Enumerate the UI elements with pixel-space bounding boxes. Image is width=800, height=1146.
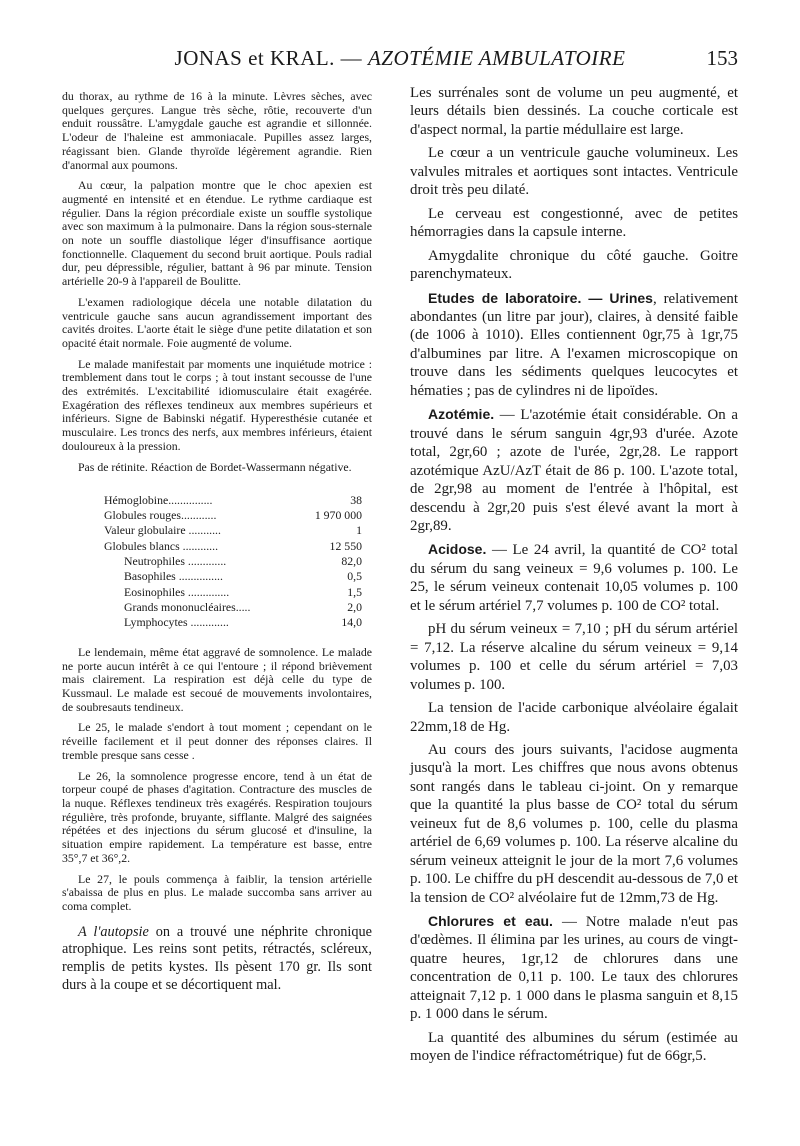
table-row — [104, 523, 362, 538]
blood-count-table — [104, 492, 362, 630]
table-row — [104, 584, 362, 599]
running-title-authors: JONAS et KRAL. — — [174, 46, 368, 70]
section-heading-laboratoire: Etudes de laboratoire. — Urines — [428, 289, 653, 306]
laboratoire-text: , relativement abondantes (un litre par jour), claires, à densité faible (de 1006 à 1010). Elles contiennent 0gr,75 à 1gr,75 d'albumines par litre. A l'examen microscopique on trouve dans les sédiments quelques leucocytes et hématies ; pas de cylindres ni de lipoïdes. — [410, 290, 738, 399]
table-row — [104, 538, 362, 553]
section-heading-acidose: Acidose. — [428, 541, 487, 558]
paragraph-retinite: Pas de rétinite. Réaction de Bordet-Wassermann négative. — [78, 459, 352, 474]
section-heading-chlorures: Chlorures et eau. — [428, 913, 553, 930]
blood-label: Eosinophiles .............. — [124, 584, 230, 599]
paragraph-thorax: du thorax, au rythme de 16 à la minute. Lèvres sèches, avec quelques gerçures. Langue très sèche, rôtie, recouverte d'un enduit roussâtre. L'amygdale gauche est agrandie et sillonnée. L'odeur de l'haleine est ammoniacale. Pupilles assez larges, réagissant bien. Glande thyroïde légèrement agrandie. Rien d'anormal aux poumons. — [62, 89, 372, 172]
blood-value: 12 550 — [329, 538, 362, 553]
section-heading-azotemie: Azotémie. — [428, 406, 495, 423]
paragraph-ph: pH du sérum veineux = 7,10 ; pH du sérum artériel = 7,12. La réserve alcaline du sérum veineux = 9,14 volumes p. 100 et celle du sérum artériel = 7,03 volumes p. 100. — [410, 621, 738, 693]
table-row — [104, 553, 362, 568]
paragraph-surrenales: Les surrénales sont de volume un peu augmenté, et leurs détails bien dessinés. La couche corticale est d'aspect normal, la partie médullaire est large. — [410, 85, 738, 138]
blood-value: 1,5 — [347, 584, 362, 599]
chlorures-text: — Notre malade n'eut pas d'œdèmes. Il élimina par les urines, au cours de vingt-quatre heures, 1gr,12 de chlorures dans une concentration de 0,11 p. 100. Le taux des chlorures atteignait 7,12 p. 1 000 dans le plasma sanguin et 8,15 p. 1 000 dans le sérum. — [410, 914, 738, 1023]
paragraph-lendemain: Le lendemain, même état aggravé de somnolence. Le malade ne porte aucun intérêt à ce qui l'entoure ; il répond brièvement mais clairement. La respiration est déjà celle du type de Kussmaul. Le malade est secoué de mouvements involontaires, de soubresauts tendineux. — [62, 644, 372, 714]
right-column — [410, 84, 738, 1094]
blood-label: Globules blancs ............ — [104, 538, 219, 553]
blood-value: 82,0 — [341, 554, 362, 569]
paragraph-coeur: Au cœur, la palpation montre que le choc apexien est augmenté en intensité et en étendue. Le rythme cardiaque est régulier. Dans la région précordiale existe un souffle systolique avec son maximum à la pulmonaire. Dans la région sous-sternale on note un souffle diastolique léger d'insuffisance aortique fonctionnelle. Claquement du second bruit aortique. Pouls radial dur, peu dépressible, régulier, battant à 96 par minute. Tension artérielle 20-9 à l'appareil de Boulitte. — [62, 178, 372, 289]
paragraph-le-25: Le 25, le malade s'endort à tout moment ; cependant on le réveille facilement et il peut donner des réponses claires. Il tremble presque sans cesse . — [62, 720, 372, 762]
blood-label: Grands mononucléaires..... — [124, 599, 251, 614]
blood-value: 0,5 — [347, 569, 362, 584]
running-title-subject: AZOTÉMIE AMBULATOIRE — [367, 46, 626, 70]
paragraph-le-27: Le 27, le pouls commença à faiblir, la tension artérielle s'abaissa de plus en plus. Le malade succomba sans arriver au coma complet. — [62, 871, 372, 913]
table-row — [104, 599, 362, 614]
blood-value: 1 — [356, 523, 362, 538]
blood-value: 38 — [350, 492, 362, 507]
paragraph-autopsie — [62, 924, 372, 995]
paragraph-tension: La tension de l'acide carbonique alvéolaire égalait 22mm,18 de Hg. — [410, 700, 738, 735]
autopsy-lead: A l'autopsie — [78, 923, 149, 940]
blood-value: 1 970 000 — [314, 508, 362, 523]
table-row — [104, 569, 362, 584]
table-row — [104, 615, 362, 630]
blood-label: Neutrophiles ............. — [124, 554, 227, 569]
table-row — [104, 508, 362, 523]
paragraph-cours: Au cours des jours suivants, l'acidose augmenta jusqu'à la mort. Les chiffres que nous avons obtenus sont rangés dans le tableau ci-joint. On y remarque que la quantité la plus basse de CO² total du sérum veineux fut de 8,6 volumes p. 100, celle du plasma artériel de 6,69 volumes p. 100. La réserve alcaline du sérum veineux atteignit le jour de la mort 7,6 volumes p. 100. Le chiffre du pH descendit au-dessous de 7,0 et la tension de CO² alvéolaire fut de 12mm,73 de Hg. — [410, 741, 738, 906]
left-column — [62, 90, 372, 1090]
autopsy-text: on a trouvé une néphrite chronique atrophique. Les reins sont petits, rétractés, scléreux, remplis de petits kystes. Ils pèsent 170 gr. Ils sont durs à la coupe et se décortiquent mal. — [62, 923, 372, 993]
table-row — [104, 492, 362, 507]
paragraph-neurologie: Le malade manifestait par moments une inquiétude motrice : tremblement dans tout le corps ; à tout instant secousse de l'une des extrémités. L'excitabilité idiomusculaire était exagérée. Exagération des réflexes tendineux aux membres supérieurs et inférieurs. Signe de Babinski négatif. Hyperesthésie cutanée et musculaire. Les troncs des nerfs, aux membres inférieurs, étaient douloureux à la pression. — [62, 356, 372, 453]
paragraph-albumines: La quantité des albumines du sérum (estimée au moyen de l'indice réfractométrique) fut de 66gr,5. — [410, 1029, 738, 1065]
blood-label: Valeur globulaire ........... — [104, 523, 221, 538]
paragraph-acidose — [410, 540, 738, 615]
paragraph-coeur-autopsie: Le cœur a un ventricule gauche volumineux. Les valvules mitrales et aortiques sont intactes. Ventricule droit très peu dilaté. — [410, 145, 738, 199]
page-header — [0, 40, 800, 80]
blood-label: Globules rouges............ — [104, 508, 217, 523]
paragraph-le-26: Le 26, la somnolence progresse encore, tend à un état de torpeur coupé de phases d'agitation. Contracture des muscles de la nuque. Réflexes tendineux très exagérés. Respiration toujours régulière, très profonde, bruyante, sifflante. Malgré des saignées répétées et des injections du sérum glucosé et d'insuline, la situation empire rapidement. La température est basse, entre 35°,7 et 36°,2. — [62, 768, 372, 865]
blood-label: Basophiles ............... — [124, 569, 223, 584]
azotemie-text: — L'azotémie était considérable. On a trouvé dans le sérum sanguin 4gr,93 d'urée. Azote total, 2gr,60 ; azote de l'urée, 2gr,28. Le rapport azotémique AzU/AzT était de 86 p. 100. L'azote total, de 2gr,98 au moment de l'entrée à l'hôpital, est descendu à 2gr,20 puis s'est élevé avant la mort à 2gr,89. — [410, 407, 738, 534]
paragraph-radiologie: L'examen radiologique décela une notable dilatation du ventricule gauche sans aucun agrandissement important des cavités droites. L'aorte était le siège d'une petite dilatation et son opacité était normale. Foie augmenté de volume. — [62, 294, 372, 350]
paragraph-amygdalite: Amygdalite chronique du côté gauche. Goitre parenchymateux. — [410, 247, 738, 283]
running-title — [0, 46, 800, 71]
paragraph-chlorures — [410, 912, 738, 1024]
blood-value: 2,0 — [347, 599, 362, 614]
paragraph-laboratoire — [410, 289, 738, 401]
paragraph-azotemie — [410, 405, 738, 535]
page-number: 153 — [706, 46, 738, 70]
blood-value: 14,0 — [341, 615, 362, 630]
paragraph-cerveau: Le cerveau est congestionné, avec de petites hémorragies dans la capsule interne. — [410, 205, 738, 241]
blood-label: Lymphocytes ............. — [124, 615, 229, 630]
acidose-text: — Le 24 avril, la quantité de CO² total du sérum du sang veineux = 9,6 volumes p. 100. Le 25, le sérum veineux contenait 10,05 volumes p. 100 et le sérum artériel 7,7 volumes p. 100 de CO² total. — [410, 542, 738, 614]
blood-label: Hémoglobine............... — [104, 492, 213, 507]
